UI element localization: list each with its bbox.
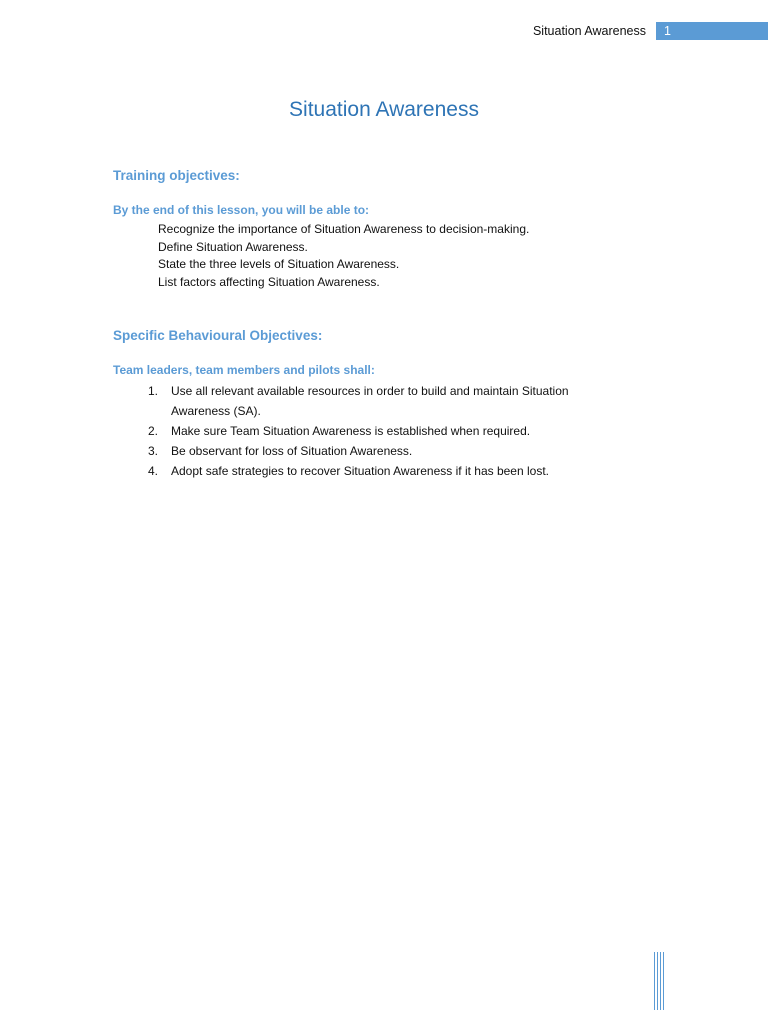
page-number-box <box>656 22 768 40</box>
list-item: Define Situation Awareness. <box>158 239 308 254</box>
list-item <box>144 381 614 421</box>
list-item <box>144 461 614 481</box>
list-item-number: 1. <box>148 384 159 398</box>
list-item <box>144 441 614 461</box>
footer-vertical-lines-ornament <box>654 952 666 1010</box>
list-item-text: Use all relevant available resources in order to build and maintain Situation Awareness (SA). <box>171 384 569 418</box>
list-item: List factors affecting Situation Awareness. <box>158 274 380 289</box>
list-item-text: Adopt safe strategies to recover Situation Awareness if it has been lost. <box>171 464 549 478</box>
behavioural-objectives-intro: Team leaders, team members and pilots shall: <box>113 363 375 377</box>
list-item-number: 3. <box>148 444 159 458</box>
list-item <box>144 421 614 441</box>
document-title: Situation Awareness <box>289 98 479 121</box>
list-item-number: 2. <box>148 424 159 438</box>
list-item: Recognize the importance of Situation Awareness to decision-making. <box>158 222 530 236</box>
list-item-number: 4. <box>148 464 159 478</box>
list-item-text: Be observant for loss of Situation Awareness. <box>171 444 413 458</box>
list-item: State the three levels of Situation Awareness. <box>158 257 400 271</box>
training-objectives-list <box>158 221 529 291</box>
header-title: Situation Awareness <box>532 24 646 38</box>
page-number: 1 <box>664 24 671 38</box>
behavioural-objectives-list <box>144 381 614 481</box>
behavioural-objectives-heading: Specific Behavioural Objectives: <box>113 328 323 343</box>
training-objectives-heading: Training objectives: <box>113 168 240 183</box>
list-item-text: Make sure Team Situation Awareness is established when required. <box>171 424 531 438</box>
training-objectives-intro: By the end of this lesson, you will be able to: <box>113 203 370 217</box>
page-header <box>0 22 768 40</box>
